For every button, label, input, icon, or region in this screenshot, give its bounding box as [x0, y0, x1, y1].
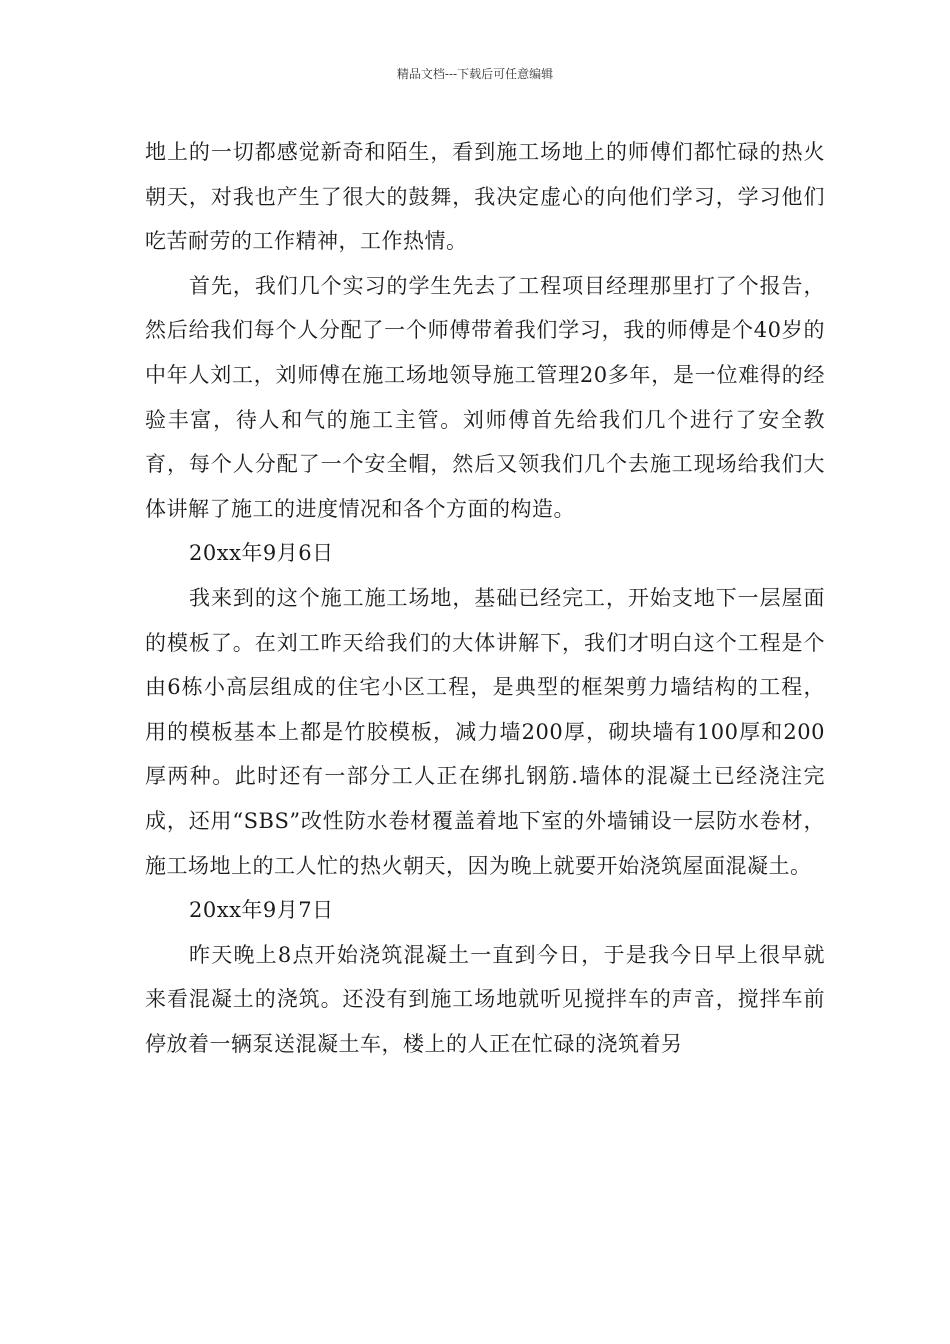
diary-date-sep-6: 20xx年9月6日 [189, 541, 334, 566]
paragraph-concrete-pouring: 昨天晚上8点开始浇筑混凝土一直到今日，于是我今日早上很早就来看混凝土的浇筑。还没有到施工场地就听见搅拌车的声音，搅拌车前停放着一辆泵送混凝土车，楼上的人正在忙碌的浇筑着另 [145, 942, 825, 1056]
paragraph-site-description: 我来到的这个施工施工场地，基础已经完工，开始支地下一层屋面的模板了。在刘工昨天给我们的大体讲解下，我们才明白这个工程是个由6栋小高层组成的住宅小区工程，是典型的框架剪力墙结构的工程，用的模板基本上都是竹胶模板，减力墙200厚，砌块墙有100厚和200厚两种。此时还有一部分工人正在绑扎钢筋.墙体的混凝土已经浇注完成，还用“SBS”改性防水卷材覆盖着地下室的外墙铺设一层防水卷材，施工场地上的工人忙的热火朝天，因为晚上就要开始浇筑屋面混凝土。 [145, 585, 825, 878]
diary-date-sep-7: 20xx年9月7日 [189, 898, 334, 923]
document-body [145, 130, 825, 1066]
paragraph-internship-start: 首先，我们几个实习的学生先去了工程项目经理那里打了个报告，然后给我们每个人分配了一个师傅带着我们学习，我的师傅是个40岁的中年人刘工，刘师傅在施工场地领导施工管理20多年，是一位难得的经验丰富，待人和气的施工主管。刘师傅首先给我们几个进行了安全教育，每个人分配了一个安全帽，然后又领我们几个去施工现场给我们大体讲解了施工的进度情况和各个方面的构造。 [145, 273, 825, 521]
paragraph-continuation: 地上的一切都感觉新奇和陌生，看到施工场地上的师傅们都忙碌的热火朝天，对我也产生了很大的鼓舞，我决定虚心的向他们学习，学习他们吃苦耐劳的工作精神，工作热情。 [145, 140, 825, 254]
page-header: 精品文档---下载后可任意编辑 [396, 67, 554, 81]
